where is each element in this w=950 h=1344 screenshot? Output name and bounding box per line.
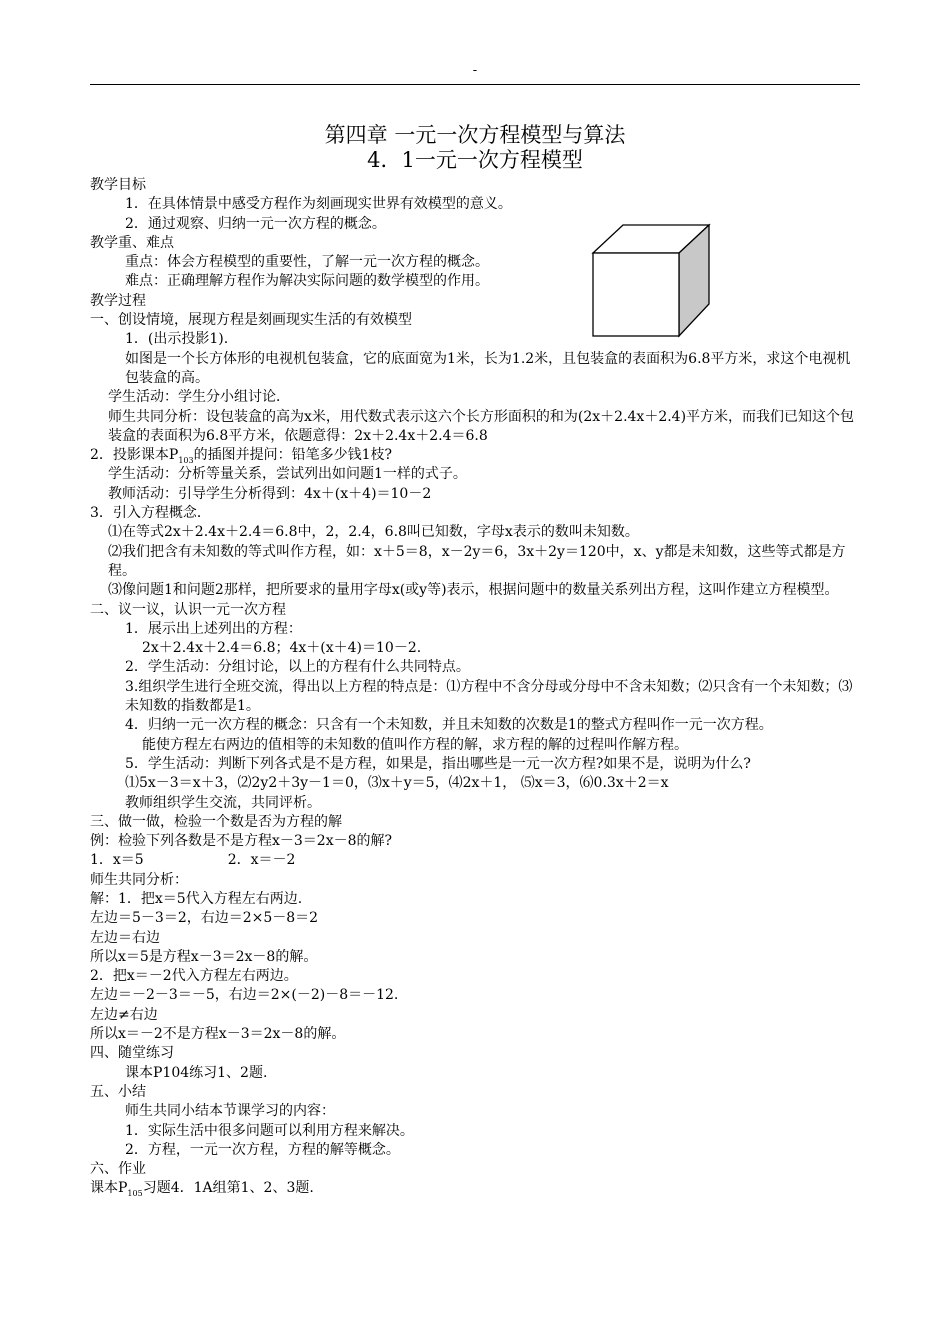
text-line — [90, 813, 860, 832]
text-line — [90, 890, 860, 909]
text-line — [90, 620, 860, 639]
text-line — [90, 581, 860, 600]
line-text: 师生共同小结本节课学习的内容： — [125, 1103, 335, 1120]
text-line — [90, 504, 860, 523]
line-text: 课本P — [90, 1180, 128, 1197]
line-text: 教师组织学生交流，共同评析。 — [125, 794, 321, 811]
lesson-body — [90, 176, 860, 1199]
text-line — [90, 871, 860, 890]
header-rule — [90, 84, 860, 85]
page-subscript: 103 — [178, 455, 194, 465]
line-text: 3.组织学生进行全班交流，得出以上方程的特点是：⑴方程中不含分母或分母中不含未知数；⑵只含有一个未知数；⑶未知数的指数都是1。 — [125, 678, 853, 715]
line-text: 难点：正确理解方程作为解决实际问题的数学模型的作用。 — [125, 273, 489, 290]
text-line — [90, 350, 860, 389]
text-line — [90, 716, 860, 735]
line-text: 1．x＝5 2．x＝－2 — [90, 852, 296, 869]
line-text: 左边＝右边 — [90, 929, 160, 946]
text-line — [90, 195, 860, 214]
line-text: 教学重、难点 — [90, 234, 174, 251]
text-line — [90, 408, 860, 447]
line-text: ⑵我们把含有未知数的等式叫作方程，如：x＋5＝8，x－2y＝6，3x＋2y＝120中，x、y都是未知数，这些等式都是方程。 — [108, 543, 846, 579]
line-text: 解：1．把x＝5代入方程左右两边. — [90, 890, 303, 907]
line-text: 例：检验下列各数是不是方程x－3＝2x－8的解? — [90, 833, 393, 850]
line-text: 2．投影课本P — [90, 447, 179, 464]
text-line — [90, 986, 860, 1005]
text-line — [90, 755, 860, 774]
line-text: 2．方程，一元一次方程，方程的解等概念。 — [125, 1141, 400, 1158]
line-text: 5．学生活动：判断下列各式是不是方程，如果是，指出哪些是一元一次方程?如果不是，说明为什么? — [125, 755, 751, 772]
line-text: ⑶像问题1和问题2那样，把所要求的量用字母x(或y等)表示，根据问题中的数量关系列出方程，这叫作建立方程模型。 — [108, 582, 839, 599]
line-text: 4．归纳一元一次方程的概念：只含有一个未知数，并且未知数的次数是1的整式方程叫作一元一次方程。 — [125, 717, 773, 734]
text-line — [90, 234, 860, 253]
text-line — [90, 774, 860, 793]
text-line — [90, 523, 860, 542]
line-text: ⑴在等式2x＋2.4x＋2.4＝6.8中，2，2.4，6.8叫已知数，字母x表示的数叫未知数。 — [108, 524, 639, 541]
chapter-title: 第四章 一元一次方程模型与算法 — [324, 123, 626, 147]
text-line — [90, 272, 860, 291]
line-text: 1．(出示投影1). — [125, 331, 229, 348]
text-line — [90, 253, 860, 272]
line-text: 重点：体会方程模型的重要性，了解一元一次方程的概念。 — [125, 254, 489, 271]
text-line — [90, 485, 860, 504]
line-text: 左边＝－2－3＝－5，右边＝2×(－2)－8＝－12. — [90, 987, 399, 1004]
text-line — [90, 832, 860, 851]
line-text: 教学目标 — [90, 177, 146, 193]
line-text: 左边≠右边 — [90, 1006, 158, 1023]
line-tail: 的插图并提问：铅笔多少钱1枝? — [193, 447, 393, 464]
line-text: 1．展示出上述列出的方程： — [125, 620, 302, 637]
text-line — [90, 1006, 860, 1025]
text-line — [90, 678, 860, 717]
text-line — [90, 388, 860, 407]
text-line — [90, 1179, 860, 1198]
line-text: 教学过程 — [90, 292, 146, 309]
line-text: 六、作业 — [90, 1161, 146, 1178]
text-line — [90, 929, 860, 948]
line-text: 五、小结 — [90, 1083, 146, 1100]
text-line — [90, 215, 860, 234]
line-text: 左边＝5－3＝2，右边＝2×5－8＝2 — [90, 910, 319, 927]
text-line — [90, 1122, 860, 1141]
line-text: 教师活动：引导学生分析得到：4x＋(x＋4)＝10－2 — [108, 485, 432, 502]
line-text: 所以x＝－2不是方程x－3＝2x－8的解。 — [90, 1026, 346, 1043]
text-line — [90, 794, 860, 813]
line-text: 学生活动：分析等量关系，尝试列出如问题1一样的式子。 — [108, 466, 467, 483]
line-text: 如图是一个长方体形的电视机包装盒，它的底面宽为1米，长为1.2米，且包装盒的表面积为6.8平方米，求这个电视机包装盒的高。 — [125, 350, 851, 386]
line-text: 2．把x＝－2代入方程左右两边。 — [90, 968, 298, 985]
text-line — [90, 465, 860, 484]
text-line — [90, 736, 860, 755]
text-line — [90, 446, 860, 465]
text-line — [90, 1141, 860, 1160]
line-text: 师生共同分析： — [90, 871, 188, 888]
line-text: 学生活动：学生分小组讨论． — [108, 389, 290, 406]
line-tail: 习题4．1A组第1、2、3题. — [142, 1180, 314, 1197]
line-text: 3．引入方程概念． — [90, 505, 211, 522]
text-line — [90, 1025, 860, 1044]
line-text: 二、议一议，认识一元一次方程 — [90, 601, 286, 618]
line-text: 能使方程左右两边的值相等的未知数的值叫作方程的解，求方程的解的过程叫作解方程。 — [142, 736, 688, 753]
line-text: 所以x＝5是方程x－3＝2x－8的解。 — [90, 948, 318, 965]
text-line — [90, 851, 860, 870]
line-text: 一、创设情境，展现方程是刻画现实生活的有效模型 — [90, 312, 412, 329]
text-line — [90, 1083, 860, 1102]
line-text: 四、随堂练习 — [90, 1045, 174, 1062]
text-line — [90, 909, 860, 928]
text-line — [90, 176, 860, 195]
text-line — [90, 967, 860, 986]
section-title: 4．1一元一次方程模型 — [367, 148, 583, 172]
text-line — [90, 543, 860, 582]
line-text: 2．学生活动：分组讨论，以上的方程有什么共同特点。 — [125, 659, 470, 676]
text-line — [90, 330, 860, 349]
text-line — [90, 311, 860, 330]
text-line — [90, 601, 860, 620]
text-line — [90, 658, 860, 677]
line-text: 2x＋2.4x＋2.4＝6.8；4x＋(x＋4)＝10－2. — [142, 640, 422, 657]
text-line — [90, 1102, 860, 1121]
line-text: 三、做一做，检验一个数是否为方程的解 — [90, 813, 342, 830]
text-line — [90, 1160, 860, 1179]
text-line — [90, 292, 860, 311]
text-line — [90, 1064, 860, 1083]
line-text: 课本P104练习1、2题. — [125, 1064, 268, 1081]
line-text: 2．通过观察、归纳一元一次方程的概念。 — [125, 215, 386, 232]
line-text: 1．实际生活中很多问题可以利用方程来解决。 — [125, 1122, 414, 1139]
line-text: 师生共同分析：设包装盒的高为x米，用代数式表示这六个长方形面积的和为(2x＋2.4x＋2.4)平方米，而我们已知这个包装盒的表面积为6.8平方米，依题意得：2x＋2.4x＋2.4＝6.8 — [108, 408, 855, 444]
text-line — [90, 948, 860, 967]
text-line — [90, 639, 860, 658]
text-line — [90, 1044, 860, 1063]
line-text: ⑴5x－3＝x＋3，⑵2y2＋3y－1＝0，⑶x＋y＝5，⑷2x＋1， ⑸x＝3，⑹0.3x＋2＝x — [125, 775, 669, 792]
line-text: 1．在具体情景中感受方程作为刻画现实世界有效模型的意义。 — [125, 196, 512, 213]
header-mark: - — [472, 63, 478, 78]
page-subscript: 105 — [127, 1189, 143, 1199]
